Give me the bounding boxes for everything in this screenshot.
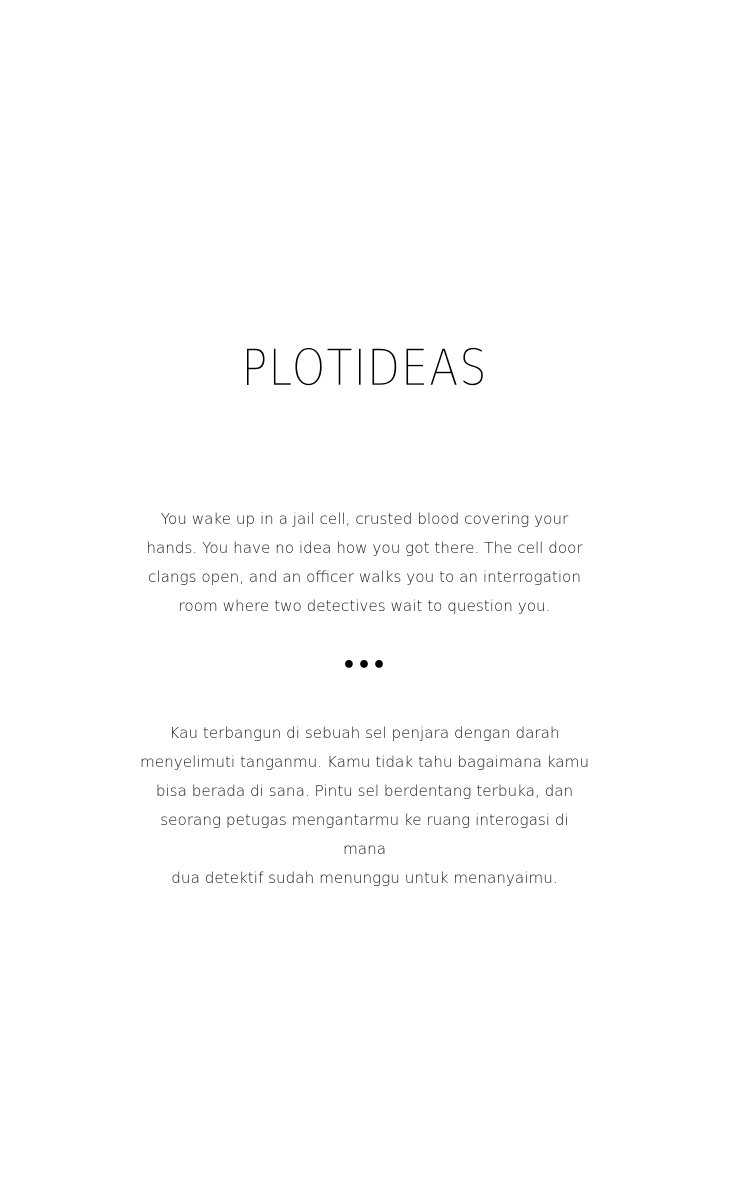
section-separator: ••• [341,653,388,678]
page-title: PLOTIDEAS [241,339,488,397]
plot-idea-english: You wake up in a jail cell, crusted blood covering your hands. You have no idea how you got there. The cell door clangs open, and an officer walks you to an interrogation room where two detectives wait to question you. [146,510,583,615]
plot-idea-indonesian: Kau terbangun di sebuah sel penjara dengan darah menyelimuti tanganmu. Kamu tidak tahu bagaimana kamu bisa berada di sana. Pintu sel berdentang terbuka, dan seorang petugas mengantarmu ke ruang interogasi di mana dua detektif sudah menunggu untuk menanyaimu. [140,724,590,887]
